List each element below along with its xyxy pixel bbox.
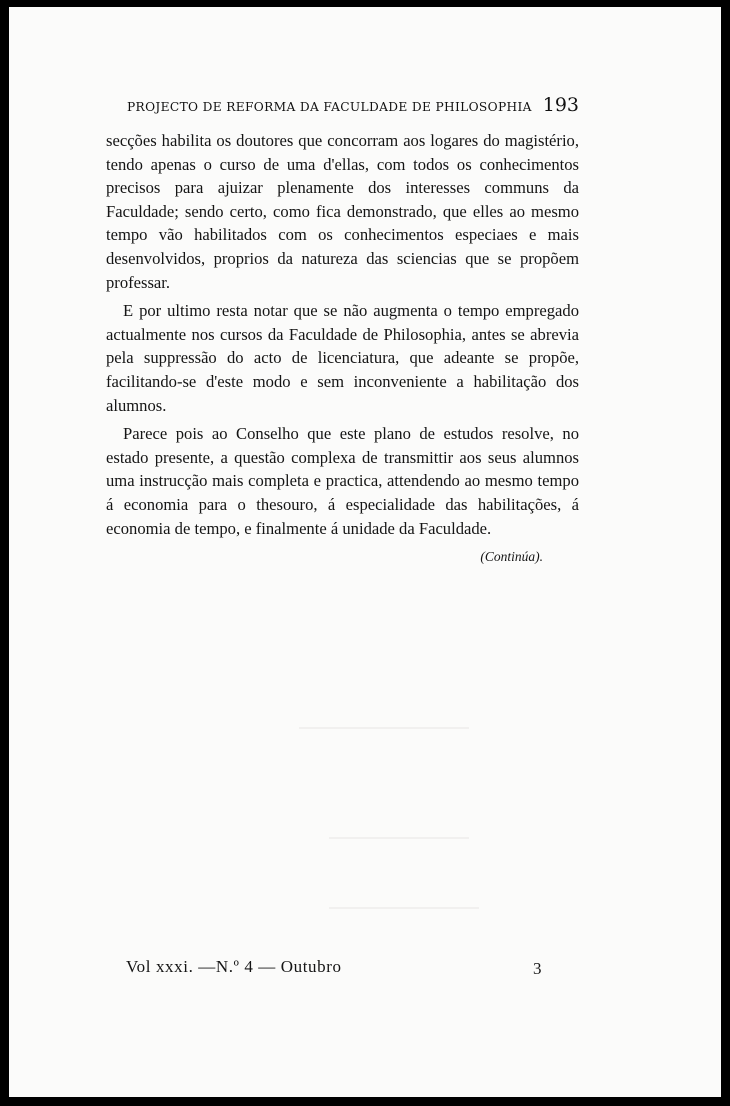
signature-mark: 3 — [533, 959, 542, 978]
paragraph: E por ultimo resta notar que se não augmenta o tempo empregado actualmente nos cursos da Faculdade de Philosophia, antes se abrevia pela suppressão do acto de licenciatura, que adeante se propõe, facilitando-se d'este modo e sem inconveniente a habilitação dos alumnos. — [106, 301, 579, 415]
paragraph: Parece pois ao Conselho que este plano de estudos resolve, no estado presente, a questão complexa de transmittir aos seus alumnos uma instrucção mais completa e practica, attendendo ao mesmo tempo á economia para o thesouro, á especialidade das habilitações, á economia de tempo, e finalmente á unidade da Faculdade. — [106, 424, 579, 538]
volume-line: Vol xxxi. —N.º 4 — Outubro — [126, 957, 342, 976]
show-through-mark — [329, 907, 479, 909]
show-through-mark — [299, 727, 469, 729]
show-through-mark — [329, 837, 469, 839]
continua-note: (Continúa). — [480, 549, 543, 564]
page-header — [127, 94, 579, 118]
paragraph: secções habilita os doutores que concorram aos logares do magistério, tendo apenas o curso de uma d'ellas, com todos os conhecimentos precisos para ajuizar plenamente dos interesses communs da Faculdade; sendo certo, como fica demonstrado, que elles ao mesmo tempo vão habilitados com os conhecimentos especiaes e mais desenvolvidos, proprios da natureza das sciencias que se propõem professar. — [106, 131, 579, 292]
running-title: PROJECTO DE REFORMA DA FACULDADE DE PHILOSOPHIA — [127, 100, 532, 114]
page-number: 193 — [542, 94, 579, 116]
page-sheet — [9, 7, 721, 1097]
body-text — [106, 129, 579, 545]
